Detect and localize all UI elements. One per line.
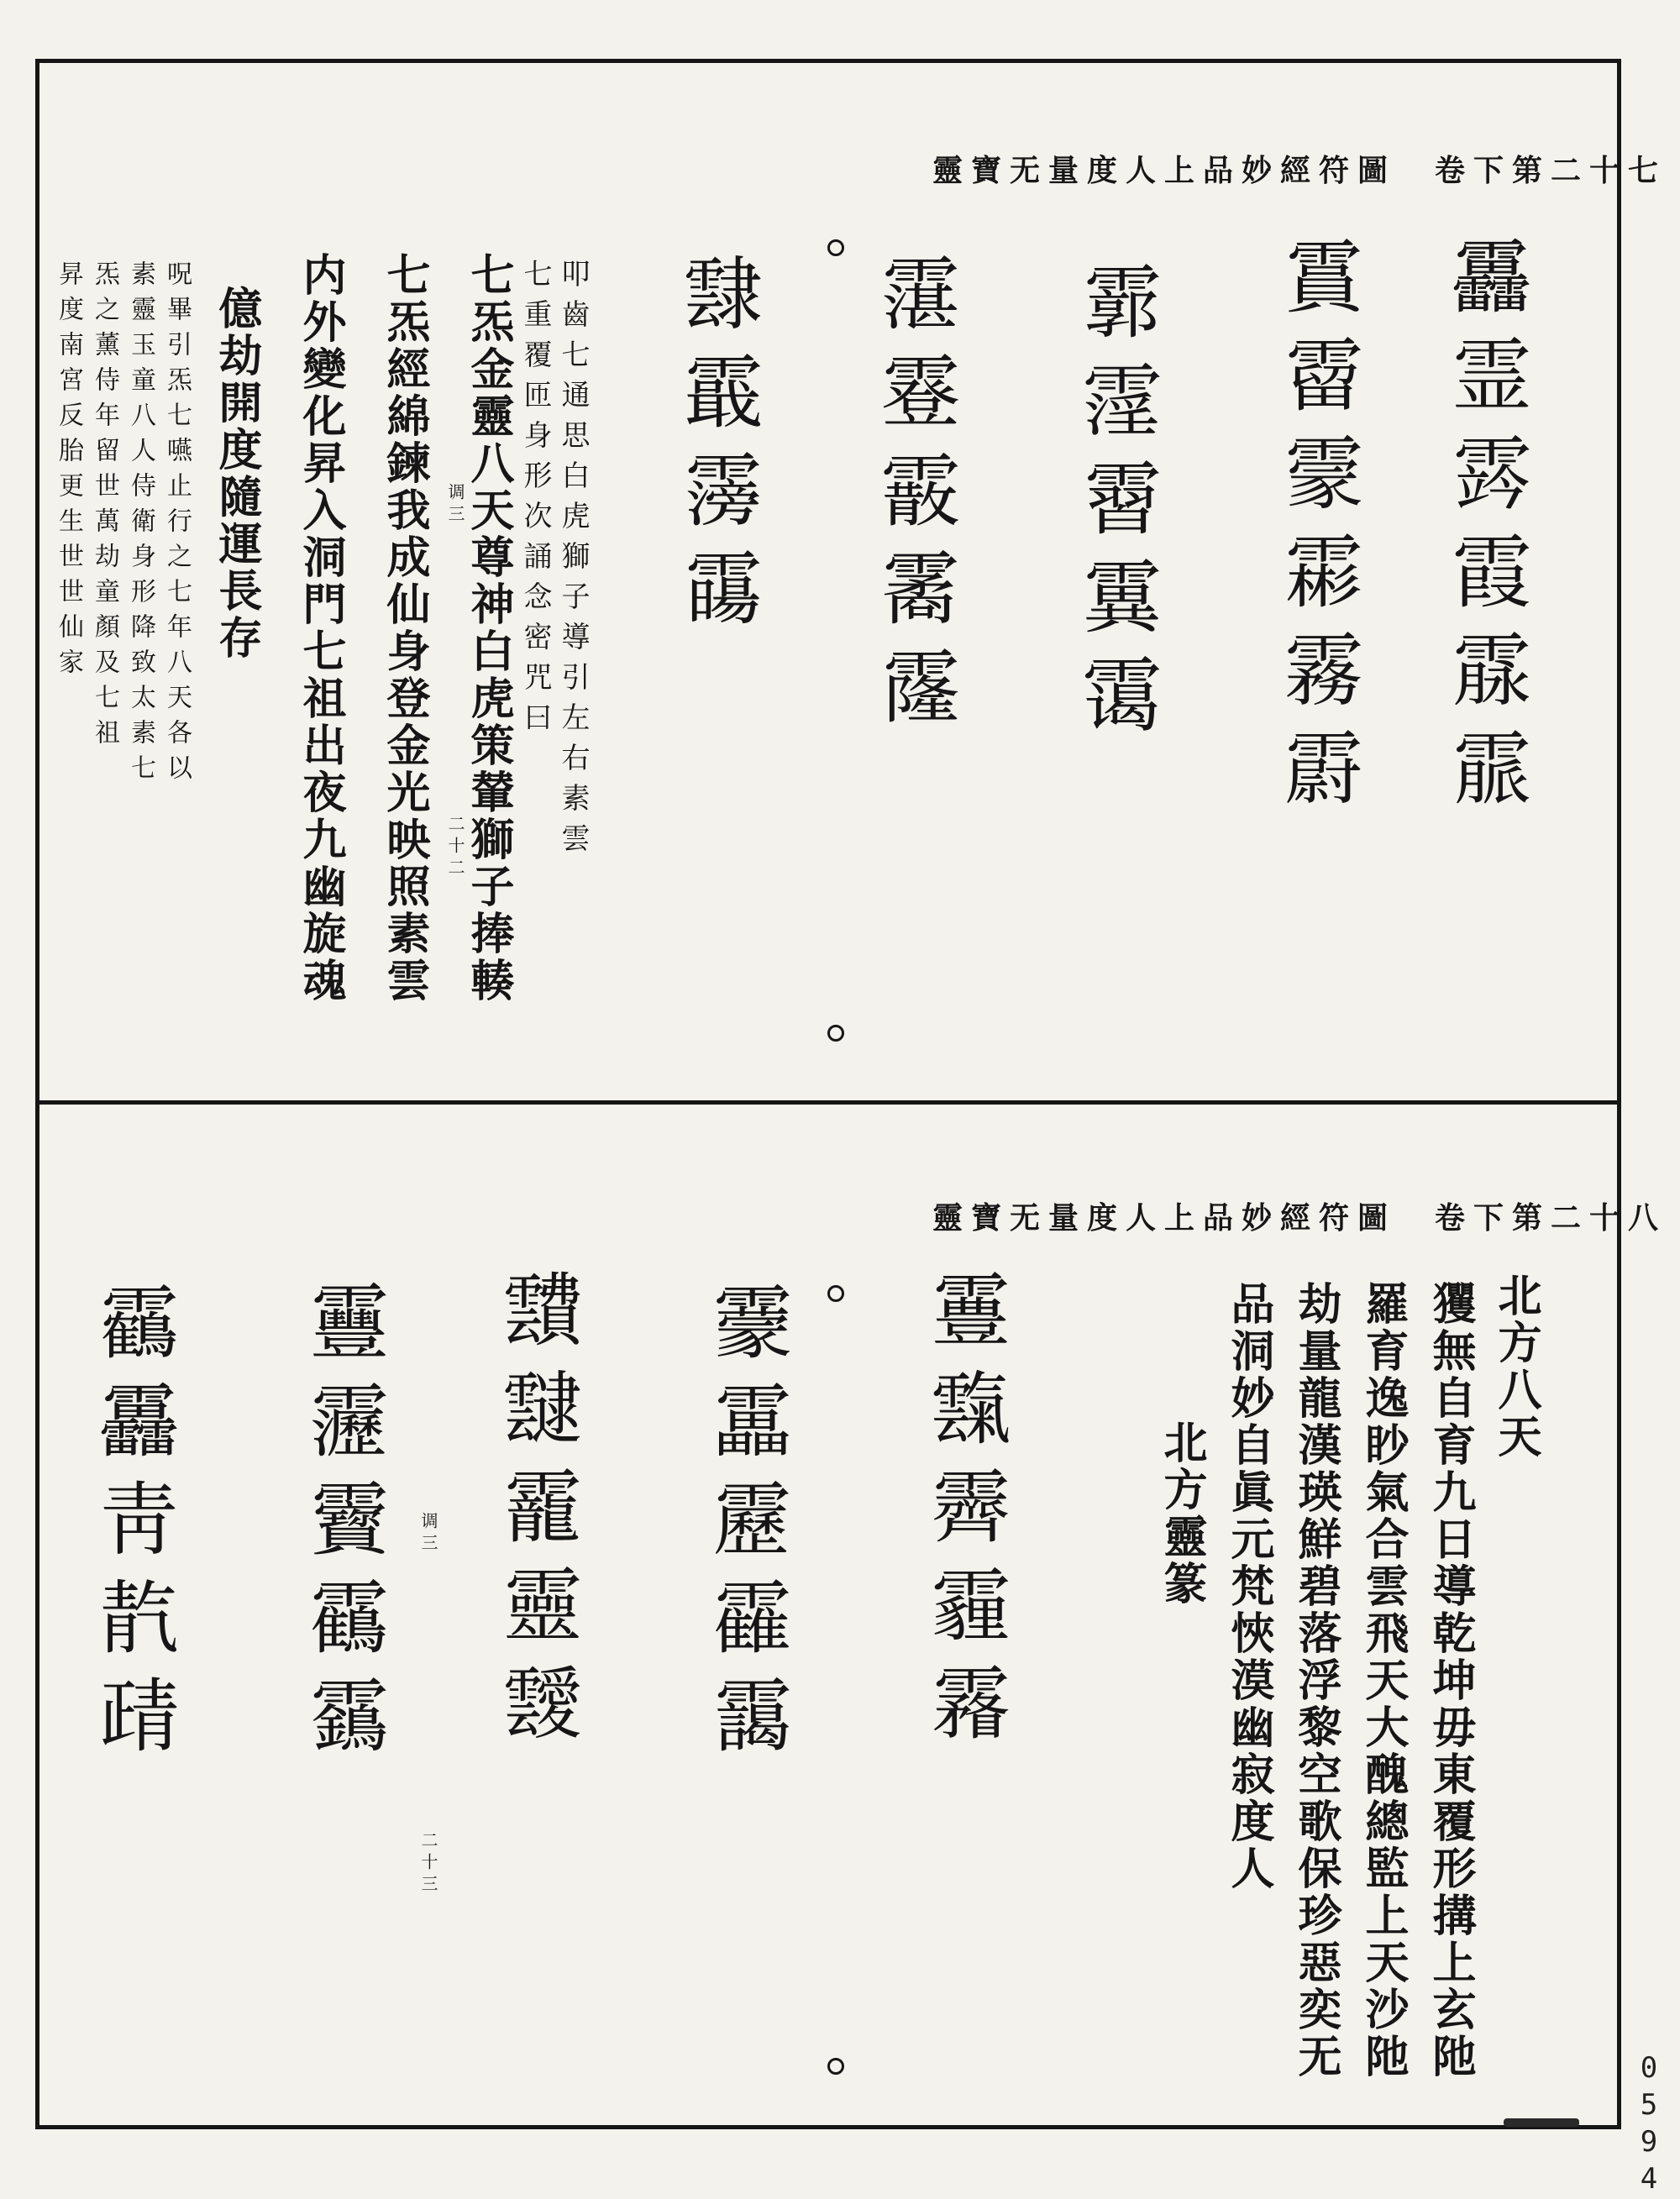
top-marker-2: 二十二 [445, 815, 465, 880]
page-number-digit: 9 [1640, 2125, 1658, 2159]
circle-mark [827, 2058, 844, 2075]
top-small-col-2: 素靈玉童八人侍衛身形降致太素七 [126, 260, 155, 790]
top-small-col-4: 昇度南宮反胎更生世世仙家 [54, 260, 83, 684]
top-seal-col-5: 霴霵霶霷 [670, 252, 763, 645]
panel-divider [35, 1100, 1621, 1105]
top-main-col-2: 七炁經綿鍊我成仙身登金光映照素雲 [379, 252, 430, 1005]
top-seal-col-2: 霣霤霥霦霧霨 [1271, 235, 1363, 825]
bottom-title-2: 北方靈篆 [1156, 1420, 1207, 1608]
bottom-seal-col-1: 霻霼霽霾霿 [918, 1268, 1011, 1760]
bottom-seal-col-2: 靀靁靂靃靄 [700, 1281, 792, 1772]
top-marker-1: 调三 [445, 483, 465, 527]
page-number [1636, 2049, 1662, 2197]
top-header: 靈寶无量度人上品妙經符圖 卷下第二十七 [932, 153, 1667, 188]
bottom-seal-col-5: 靏靐靑靔靕 [87, 1281, 179, 1772]
top-main-col-4: 億劫開度隨運長存 [211, 286, 262, 662]
top-main-col-3: 内外變化昇入洞門七祖出夜九幽旋魂 [295, 252, 346, 1005]
bottom-main-col-3: 劫量龍漢瑛鮮碧落浮黎空歌保珍惡奕无 [1290, 1281, 1341, 2081]
top-main-col-1: 七炁金靈八天尊神白虎策輦獅子捧輳 [463, 252, 514, 1005]
top-note-col-1: 叩齒七通思白虎獅子導引左右素雲 [556, 259, 590, 863]
bottom-main-col-4: 品洞妙自眞元梵悏漠幽寂度人 [1223, 1281, 1274, 1892]
top-seal-col-3: 霩霪霫霬霭 [1069, 260, 1162, 752]
bottom-marker-2: 二十三 [418, 1831, 438, 1897]
page-number-digit: 5 [1640, 2088, 1658, 2122]
bottom-header: 靈寶无量度人上品妙經符圖 卷下第二十八 [932, 1200, 1667, 1236]
bottom-seal-col-3: 靅靆靇靈靉 [490, 1268, 582, 1760]
ink-smudge [1504, 2118, 1579, 2127]
circle-mark [827, 1285, 844, 1302]
page-number-digit: 0 [1640, 2051, 1658, 2085]
bottom-main-col-1: 玃無自育九日導乾坤毋東覆形搆上玄阤 [1425, 1281, 1476, 2081]
bottom-title-1: 北方八天 [1490, 1273, 1541, 1461]
bottom-main-col-2: 羅育逸眇氣合雲飛天大醜總監上天沙阤 [1357, 1281, 1409, 2081]
top-small-col-1: 呪畢引炁七嚥止行之七年八天各以 [162, 260, 192, 790]
bottom-seal-col-4: 靊靋靌靍靎 [297, 1281, 389, 1772]
page-number-digit: 4 [1640, 2162, 1658, 2196]
top-note-col-2: 七重覆匝身形次誦念密咒曰 [518, 259, 552, 743]
circle-mark [827, 1025, 844, 1042]
top-small-col-3: 炁之薰侍年留世萬劫童顏及七祖 [90, 260, 119, 754]
circle-mark [827, 239, 844, 256]
bottom-marker-1: 调三 [418, 1512, 438, 1556]
top-seal-col-4: 霮霯霰霱霳 [868, 252, 960, 743]
top-seal-col-1: 靐霊霠霞霡霢 [1439, 235, 1531, 825]
